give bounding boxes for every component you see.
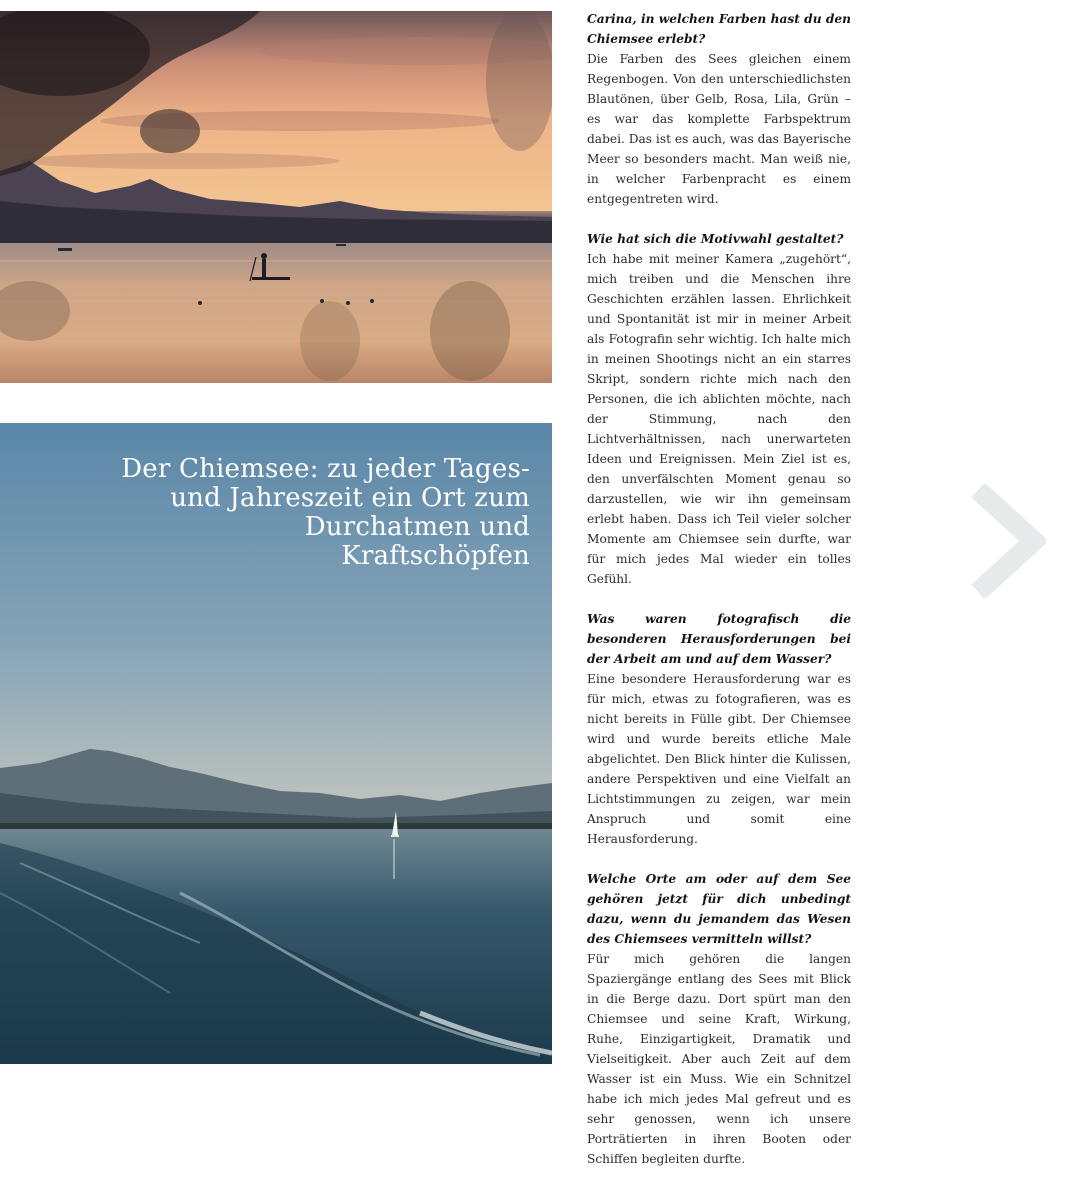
next-page-button[interactable] xyxy=(966,484,1046,598)
interview-block xyxy=(587,9,851,209)
interview-question: Wie hat sich die Motivwahl gestaltet? xyxy=(587,232,844,246)
interview-block xyxy=(587,229,851,589)
sunset-lake-illustration xyxy=(0,11,552,383)
chiemsee-blue-photo xyxy=(0,423,552,1064)
photo-caption: Der Chiemsee: zu jeder Tages- und Jahreszeit ein Ort zum Durchatmen und Kraftschöpfen xyxy=(121,454,530,571)
interview-answer: Für mich gehören die langen Spaziergänge entlang des Sees mit Blick in die Berge dazu. Dort spürt man den Chiemsee und seine Kraft, Wirkung, Ruhe, Einzigartigkeit, Dramatik und Vielseitigkeit. Aber auch Zeit auf dem Wasser ist ein Muss. Wie ein Schnitzel habe ich mich jedes Mal gefreut und es sehr genossen, wenn ich unsere Porträtierten in ihren Booten oder Schiffen begleiten durfte. xyxy=(587,952,851,1166)
interview-text-column xyxy=(587,9,851,1189)
interview-answer: Die Farben des Sees gleichen einem Regenbogen. Von den unterschiedlichsten Blautönen, über Gelb, Rosa, Lila, Grün – es war das komplette Farbspektrum dabei. Das ist es auch, was das Bayerische Meer so besonders macht. Man weiß nie, in welcher Farbenpracht es einem entgegentreten wird. xyxy=(587,52,851,206)
interview-block xyxy=(587,609,851,849)
chevron-right-icon xyxy=(966,484,1046,598)
interview-block xyxy=(587,869,851,1169)
interview-question: Carina, in welchen Farben hast du den Chiemsee erlebt? xyxy=(587,12,851,46)
sunset-lake-photo xyxy=(0,11,552,383)
interview-answer: Eine besondere Herausforderung war es für mich, etwas zu fotografieren, was es nicht bereits in Fülle gibt. Der Chiemsee wird und wurde bereits etliche Male abgelichtet. Den Blick hinter die Kulissen, andere Perspektiven und eine Vielfalt an Lichtstimmungen zu zeigen, war mein Anspruch und somit eine Herausforderung. xyxy=(587,672,851,846)
interview-question: Welche Orte am oder auf dem See gehören jetzt für dich unbedingt dazu, wenn du jemandem das Wesen des Chiemsees vermitteln willst? xyxy=(587,872,851,946)
interview-answer: Ich habe mit meiner Kamera „zugehört“, mich treiben und die Menschen ihre Geschichten erzählen lassen. Ehrlichkeit und Spontanität ist mir in meiner Arbeit als Fotografin sehr wichtig. Ich halte mich in meinen Shootings nicht an ein starres Skript, sondern richte mich nach den Personen, die ich ablichten möchte, nach der Stimmung, nach den Lichtverhältnissen, nach unerwarteten Ideen und Ereignissen. Mein Ziel ist es, den unverfälschten Moment genau so darzustellen, wie wir ihn gemeinsam erlebt haben. Dass ich Teil vieler solcher Momente am Chiemsee sein durfte, war für mich jedes Mal wieder ein tolles Gefühl. xyxy=(587,252,851,586)
interview-question: Was waren fotografisch die besonderen Herausforderungen bei der Arbeit am und auf dem Wasser? xyxy=(587,612,851,666)
